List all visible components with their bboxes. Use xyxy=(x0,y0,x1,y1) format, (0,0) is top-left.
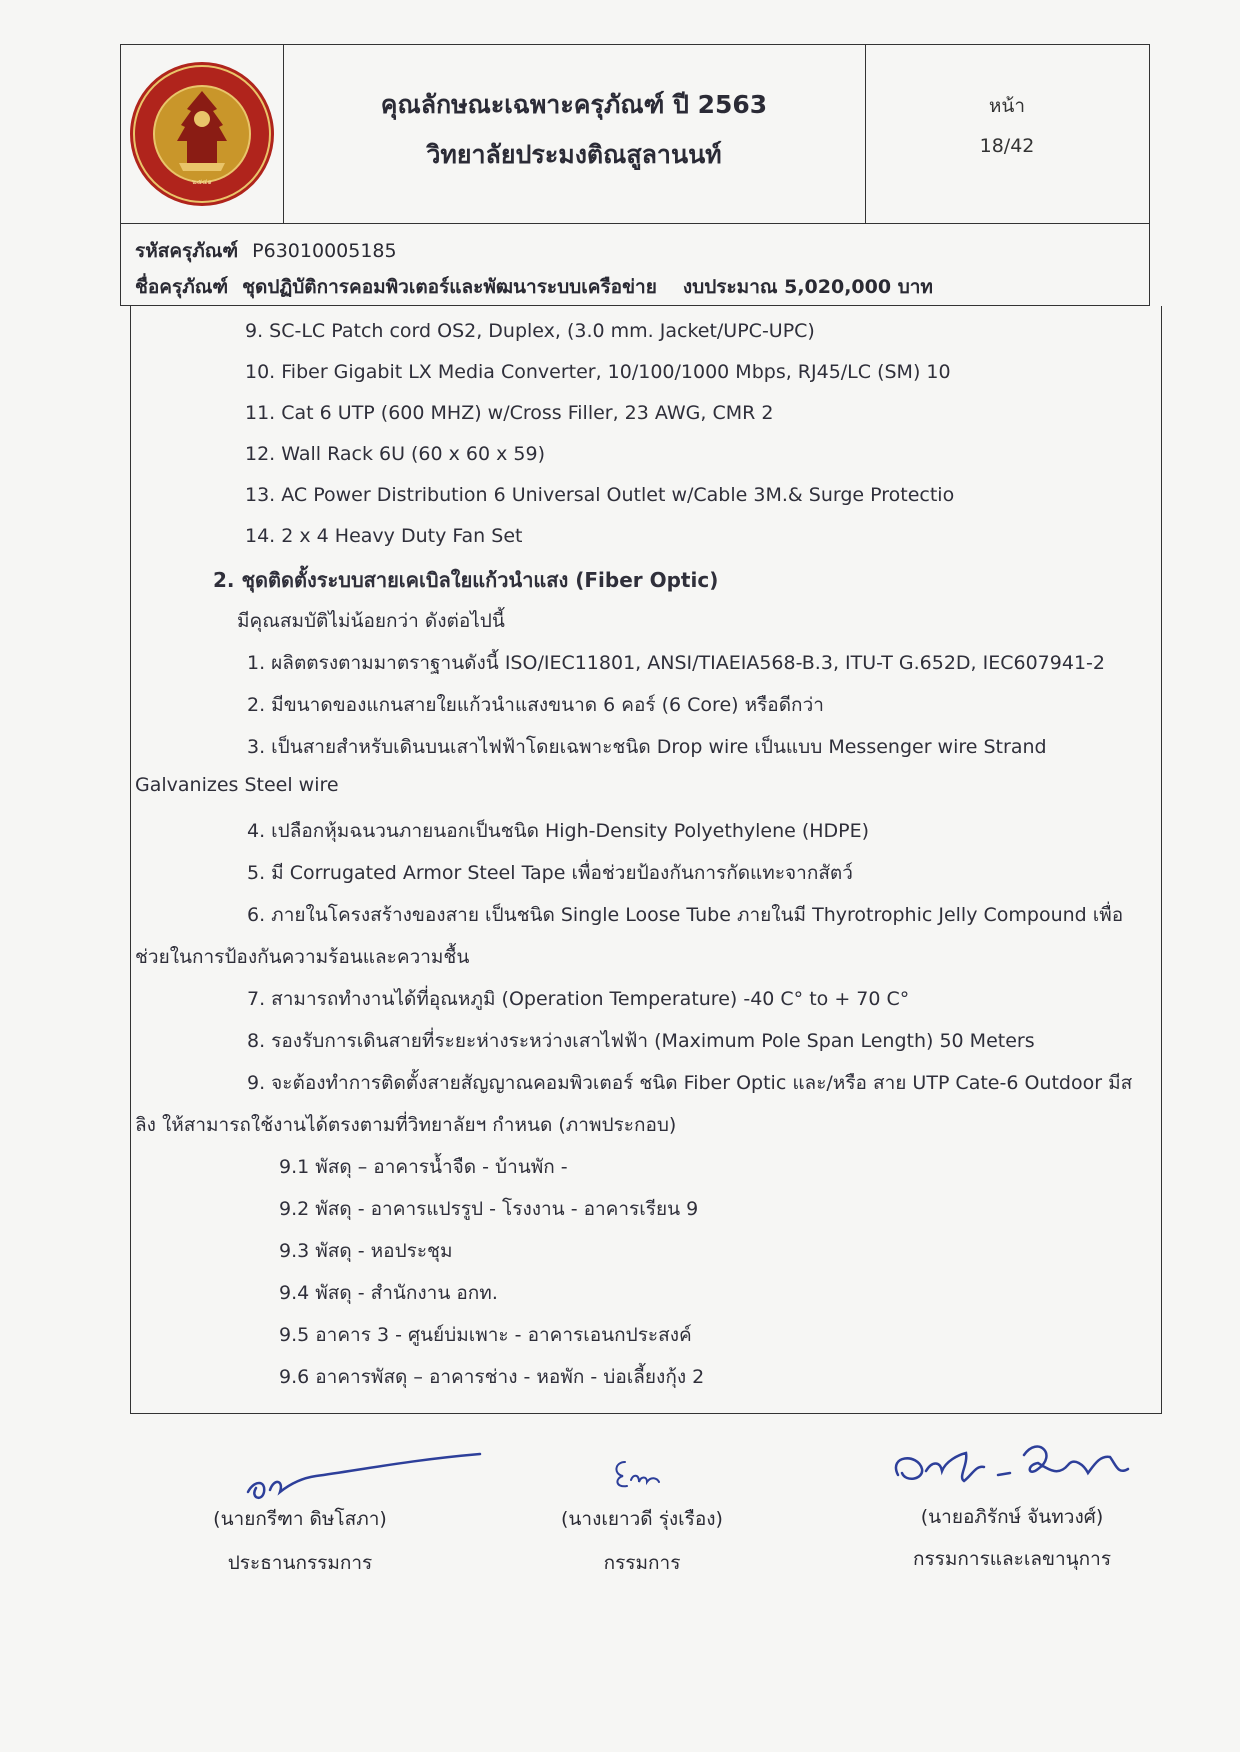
list-item: 12. Wall Rack 6U (60 x 60 x 59) xyxy=(245,443,546,465)
spec-continuation: ลิง ให้สามารถใช้งานได้ตรงตามที่วิทยาลัยฯ กำหนด (ภาพประกอบ) xyxy=(135,1114,677,1136)
section-heading: 2. ชุดติดตั้งระบบสายเคเบิลใยแก้วนำแสง (Fiber Optic) xyxy=(213,568,719,592)
page-cell xyxy=(865,45,1149,223)
signatory-role: กรรมการ xyxy=(603,1552,681,1574)
college-name: วิทยาลัยประมงติณสูลานนท์ xyxy=(426,140,722,169)
signatory-role: กรรมการและเลขานุการ xyxy=(912,1548,1112,1570)
document-title: คุณลักษณะเฉพาะครุภัณฑ์ ปี 2563 xyxy=(380,90,768,119)
signatory-name: (นางเยาวดี รุ่งเรือง) xyxy=(561,1508,723,1530)
signatory-name: (นายอภิรักษ์ จันทวงศ์) xyxy=(920,1506,1104,1528)
sub-item: 9.5 อาคาร 3 - ศูนย์บ่มเพาะ - อาคารเอนกประสงค์ xyxy=(279,1324,692,1346)
list-item: 9. SC-LC Patch cord OS2, Duplex, (3.0 mm. Jacket/UPC-UPC) xyxy=(245,320,815,342)
item-name-label: ชื่อครุภัณฑ์ xyxy=(135,276,229,298)
signature-mark-chairman xyxy=(240,1440,490,1510)
item-code-label: รหัสครุภัณฑ์ xyxy=(135,240,239,262)
spec-item: 7. สามารถทำงานได้ที่อุณหภูมิ (Operation Temperature) -40 C° to + 70 C° xyxy=(247,988,910,1010)
spec-item: 1. ผลิตตรงตามมาตราฐานดังนี้ ISO/IEC11801, ANSI/TIAEIA568-B.3, ITU-T G.652D, IEC607941-2 xyxy=(247,652,1105,674)
sub-item: 9.6 อาคารพัสดุ – อาคารช่าง - หอพัก - บ่อเลี้ยงกุ้ง 2 xyxy=(279,1366,705,1388)
item-budget: งบประมาณ 5,020,000 บาท xyxy=(682,276,933,298)
section-intro: มีคุณสมบัติไม่น้อยกว่า ดังต่อไปนี้ xyxy=(237,610,505,632)
signatory-role: ประธานกรรมการ xyxy=(227,1552,373,1574)
item-name-value: ชุดปฏิบัติการคอมพิวเตอร์และพัฒนาระบบเครือข่าย xyxy=(242,276,657,298)
list-item: 11. Cat 6 UTP (600 MHZ) w/Cross Filler, 23 AWG, CMR 2 xyxy=(245,402,774,424)
spec-item: 9. จะต้องทำการติดตั้งสายสัญญาณคอมพิวเตอร์ ชนิด Fiber Optic และ/หรือ สาย UTP Cate-6 Outdoor มีส xyxy=(247,1072,1133,1094)
item-info xyxy=(120,224,1150,306)
item-name-row xyxy=(135,272,959,302)
signature-mark-member xyxy=(605,1450,665,1500)
spec-continuation: ช่วยในการป้องกันความร้อนและความชื้น xyxy=(135,946,470,968)
spec-continuation: Galvanizes Steel wire xyxy=(135,774,339,796)
spec-item: 6. ภายในโครงสร้างของสาย เป็นชนิด Single Loose Tube ภายในมี Thyrotrophic Jelly Compound เพื่อ xyxy=(247,904,1124,926)
spec-item: 3. เป็นสายสำหรับเดินบนเสาไฟฟ้าโดยเฉพาะชนิด Drop wire เป็นแบบ Messenger wire Strand xyxy=(247,736,1047,758)
list-item: 10. Fiber Gigabit LX Media Converter, 10/100/1000 Mbps, RJ45/LC (SM) 10 xyxy=(245,361,951,383)
list-item: 13. AC Power Distribution 6 Universal Outlet w/Cable 3M.& Surge Protectio xyxy=(245,484,955,506)
signature-mark-secretary xyxy=(888,1425,1148,1505)
signatory-name: (นายกรีฑา ดิษโสภา) xyxy=(213,1508,387,1530)
spec-item: 4. เปลือกหุ้มฉนวนภายนอกเป็นชนิด High-Density Polyethylene (HDPE) xyxy=(247,820,870,842)
vocational-education-seal xyxy=(127,59,277,209)
title-cell xyxy=(283,45,866,223)
sub-item: 9.2 พัสดุ - อาคารแปรรูป - โรงงาน - อาคารเรียน 9 xyxy=(279,1198,699,1220)
list-item: 14. 2 x 4 Heavy Duty Fan Set xyxy=(245,525,523,547)
spec-item: 5. มี Corrugated Armor Steel Tape เพื่อช่วยป้องกันการกัดแทะจากสัตว์ xyxy=(247,862,853,884)
item-code-row xyxy=(135,236,423,266)
sub-item: 9.3 พัสดุ - หอประชุม xyxy=(279,1240,453,1262)
sub-item: 9.4 พัสดุ - สำนักงาน อกท. xyxy=(279,1282,498,1304)
logo-cell xyxy=(121,45,284,223)
page-label: หน้า xyxy=(988,95,1026,117)
spec-item: 8. รองรับการเดินสายที่ระยะห่างระหว่างเสาไฟฟ้า (Maximum Pole Span Length) 50 Meters xyxy=(247,1030,1035,1052)
header-table xyxy=(120,44,1150,224)
content-box xyxy=(130,306,1162,1414)
page-number: 18/42 xyxy=(979,135,1035,157)
spec-item: 2. มีขนาดของแกนสายใยแก้วนำแสงขนาด 6 คอร์ (6 Core) หรือดีกว่า xyxy=(247,694,824,716)
svg-text:๒๕๔๑: ๒๕๔๑ xyxy=(192,178,212,186)
item-code-value: P63010005185 xyxy=(252,240,397,262)
sub-item: 9.1 พัสดุ – อาคารน้ำจืด - บ้านพัก - xyxy=(279,1156,568,1178)
